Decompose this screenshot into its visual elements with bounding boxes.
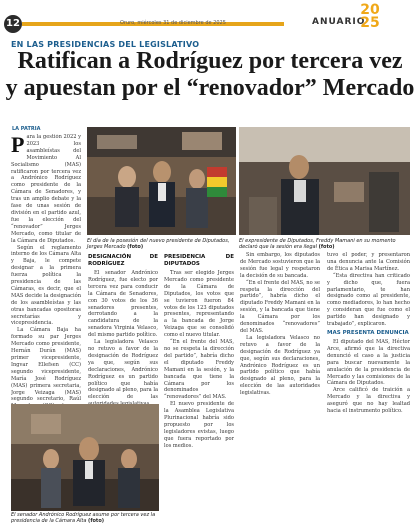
drop-cap: P bbox=[11, 134, 25, 157]
paragraph: tuvo el poder, y presentaron una denuncia ante la Comisión de Ética a Marisa Martínez. bbox=[327, 252, 410, 272]
logo-line-2: 25 bbox=[360, 15, 380, 31]
paragraph: La legisladora Velasco no retuvo a favor de la designación de Rodríguez ya que, según sus declaraciones, Andrónico Rodríguez es un partido político que había designado al pleno, para la elección de las autoridades legislativas. bbox=[240, 334, 320, 397]
subheading-denuncia: MAS PRESENTA DENUNCIA bbox=[327, 329, 409, 336]
photo-freddy-mamani bbox=[239, 127, 410, 235]
year-logo bbox=[357, 4, 383, 32]
paragraph: La legisladora Velasco no retuvo a favor de la designación de Rodríguez ya que, según sus declaraciones, Andrónico Rodríguez es un partido político que había designado al pleno, para la elección de las bbox=[88, 339, 158, 401]
photo-image bbox=[87, 127, 236, 235]
paragraph: “En el frente del MAS, no se respeta la dirección del partido”, habría dicho el diputado Freddy Mamani en la sesión, y la bancada que tiene la Cámara por los denominados “renovadores” del MAS. bbox=[240, 279, 320, 334]
paragraph: Arce calificó de traición a Mercado y la directiva y aseguró que no hay lealtad hacia el instrumento político. bbox=[327, 387, 410, 415]
paragraph: “Esta directiva han criticado y dicho que, fuera parlamentario, te han designado como al presidente, como mediadores, lo han hecho y consideran que fue como el partido han designado y trabajado”, explicaron. bbox=[327, 272, 410, 328]
headline-line-2: y apuestan por el “renovador” Mercado bbox=[5, 75, 415, 101]
logo-line-1: 20 bbox=[360, 2, 380, 18]
caption-text: El senador Andrónico Rodríguez asume por tercera vez la presidencia de la Cámara Alta bbox=[11, 512, 156, 524]
paragraph: La Cámara Baja ha formado su par Jerges Mercado como presidente, Hernán Durán (MAS) primer vicepresidente, Ingvar Ellefsen (CC) segundo vicepresidente, María José Rodríguez (MAS) primera secretaria, Jorge Veizaga (MAS) segundo secretario, Raúl bbox=[11, 327, 81, 403]
photo-andronico-rodriguez bbox=[11, 404, 159, 511]
paragraph: Tras ser elegido Jerges Mercado como presidente de la Cámara de Diputados, los votos que se tuvieron fueron 84 votos de los 123 diputados presentes, representando a la bancada de Jorge Veizaga que se consolidó como el nuevo titular. bbox=[164, 270, 234, 339]
caption-photo-1 bbox=[87, 238, 237, 250]
photo-image bbox=[11, 404, 159, 511]
date-line: Oruro, miércoles 31 de diciembre de 2025 bbox=[120, 20, 226, 26]
article-kicker: EN LAS PRESIDENCIAS DEL LEGISLATIVO bbox=[11, 40, 200, 49]
headline-line-1: Ratifican a Rodríguez por tercera vez bbox=[17, 48, 403, 74]
paragraph: Sin embargo, los diputados de Mercado sostuvieron que la sesión fue legal y respetaron la decisión de su bancada. bbox=[240, 252, 320, 279]
photo-mercado-possession bbox=[87, 127, 236, 235]
section-title: ANUARIO bbox=[312, 17, 366, 27]
paragraph: Según el reglamento interno de los Cámara Alta y Baja, le compete designar a la primera fuerza política la presidencia de las Cámaras, es decir, que el MAS decide la designación de los asambleístas y las otras bancadas opositoras secretarías y vicepresidencia. bbox=[11, 244, 81, 327]
photo-image bbox=[239, 127, 410, 235]
subheading-presidencia: PRESIDENCIA DE DIPUTADOS bbox=[164, 254, 234, 267]
column-5 bbox=[327, 252, 410, 527]
caption-credit: (foto) bbox=[88, 518, 105, 524]
column-4 bbox=[240, 252, 320, 527]
paragraph: El nuevo presidente de la Asamblea Legislativa Plurinacional habría sido propuesto por los legisladores evistas, luego que fuera reportado por los medios. bbox=[164, 401, 234, 449]
caption-text: El expresidente de Diputados, Freddy Mamani en su momento declaró que la sesión era ilegal bbox=[239, 238, 396, 250]
caption-text: El día de la posesión del nuevo presidente de Diputados, Jerges Mercado bbox=[87, 238, 230, 250]
page-header bbox=[0, 0, 420, 34]
paragraph: El diputado del MAS, Héctor Arce, afirmó que la directiva denunció el caso a la justicia para buscar nuevamente la anulación de la presidencia de Mercado y las comisiones de la Cámara de Diputados. bbox=[327, 338, 410, 387]
article-source: LA PATRIA bbox=[12, 126, 41, 132]
subheading-designacion: DESIGNACIÓN DE RODRÍGUEZ bbox=[88, 254, 158, 267]
caption-credit: (foto) bbox=[127, 244, 144, 250]
paragraph: “En el frente del MAS, no se respeta la dirección del partido”, habría dicho el diputado Freddy Mamani en la sesión, y la bancada que tiene la Cámara por los denominados “renovadores” del MAS. bbox=[164, 339, 234, 401]
caption-photo-2 bbox=[239, 238, 411, 250]
paragraph: El senador Andrónico Rodríguez, fue electo por tercera vez para conducir la Cámara de Senadores, con 30 votos de los 36 senadores presentes, derrotando a la candidatura de la senadora Virginia Velasco, del mismo partido político. bbox=[88, 270, 158, 339]
page-number: 12 bbox=[4, 15, 22, 33]
caption-credit: (foto) bbox=[318, 244, 335, 250]
column-3 bbox=[164, 252, 234, 527]
caption-photo-3 bbox=[11, 512, 161, 524]
intro-paragraph: ara la gestión 2022 y 2023 los asambleístas del Movimiento Al Socialismo (MAS) ratificaron por tercera vez a Andrónico Rodríguez como presidente de la Cámara de Senadores, y tras un amplio debate y la fase de unas sesión de división en el partido azul, fue la elección del “renovador” Jerges Mercado, como titular de la Cámara de Diputados. bbox=[11, 134, 81, 244]
